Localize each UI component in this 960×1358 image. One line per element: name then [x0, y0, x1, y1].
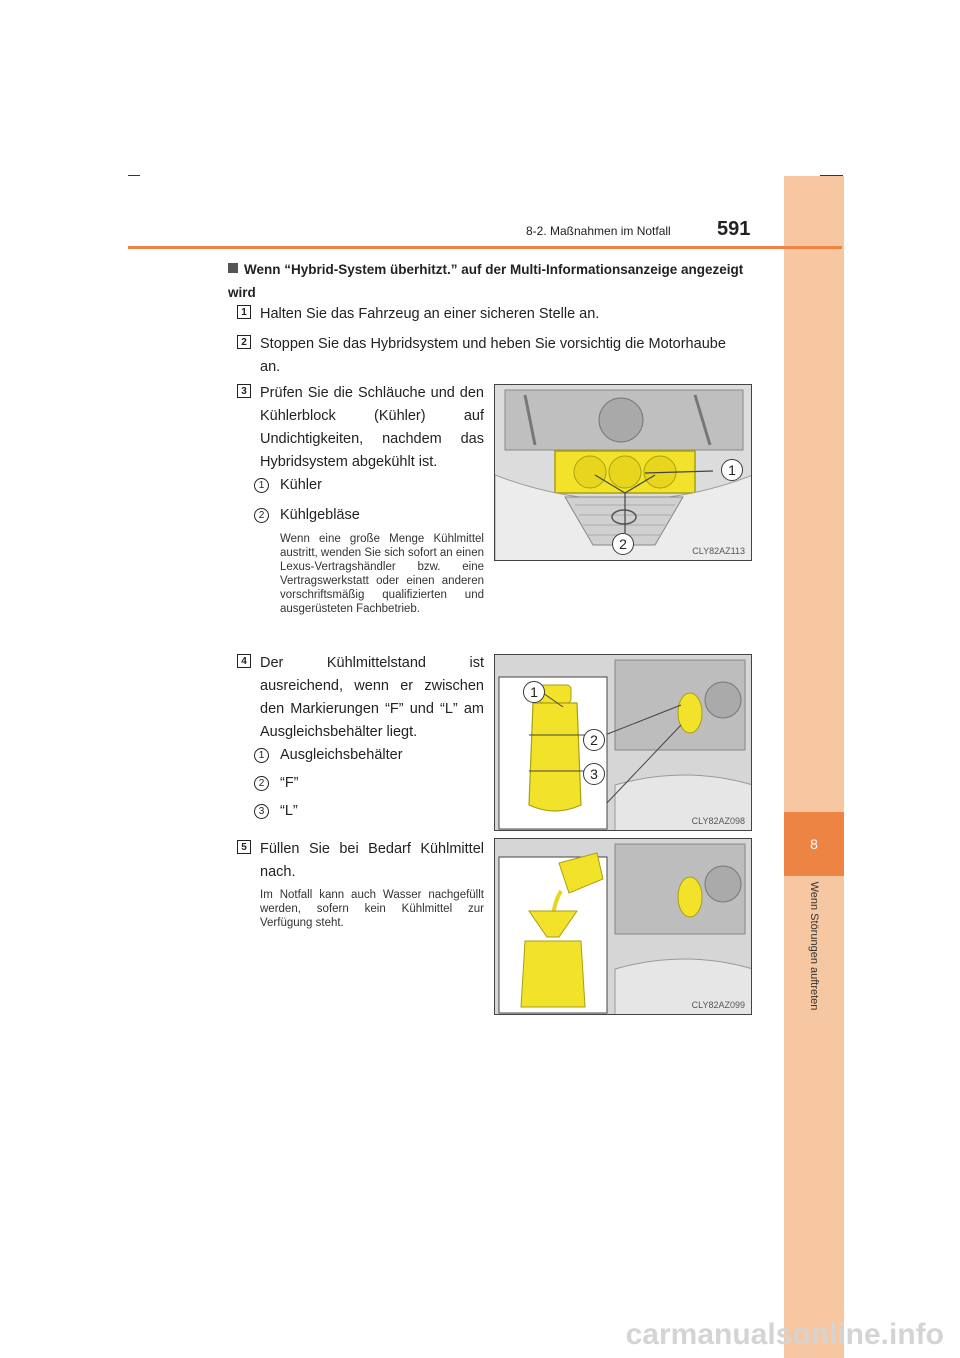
- item-number: 2: [254, 776, 269, 791]
- step-number-5: 5: [237, 840, 251, 854]
- page-number: 591: [717, 218, 751, 240]
- figure-callout: 2: [612, 533, 634, 555]
- step-5-text: Füllen Sie bei Bedarf Kühlmittel nach.: [260, 841, 484, 880]
- figure-callout: 2: [583, 729, 605, 751]
- header-rule: [128, 246, 842, 249]
- item-label: Kühlgebläse: [280, 507, 360, 523]
- step-number-1: 1: [237, 305, 251, 319]
- item-label: Kühler: [280, 477, 322, 493]
- item-number: 1: [254, 478, 269, 493]
- figure-reservoir: [494, 654, 752, 831]
- step-3-text: Prüfen Sie die Schläuche und den Kühlerblock (Kühler) auf Undichtigkeiten, nachdem das Hybridsystem abgekühlt ist.: [260, 385, 484, 470]
- heading-text: Wenn “Hybrid-System überhitzt.” auf der Multi-Informationsanzeige angezeigt wird: [228, 262, 744, 300]
- side-tab-strip: [784, 176, 844, 1358]
- figure-callout: 1: [721, 459, 743, 481]
- watermark: carmanualsonline.info: [625, 1318, 944, 1351]
- step-number-2: 2: [237, 335, 251, 349]
- step-number-3: 3: [237, 384, 251, 398]
- section-heading: [228, 258, 768, 304]
- bullet-square-icon: [228, 263, 238, 273]
- item-number: 2: [254, 508, 269, 523]
- figure-code: CLY82AZ098: [691, 816, 745, 826]
- step-3-note: Wenn eine große Menge Kühlmittel austritt, wenden Sie sich sofort an einen Lexus-Vertragshändler bzw. eine Vertragswerkstatt oder einen anderen vorschriftsmäßig qualifizierten und ausgerüsteten Fachbetrieb.: [280, 533, 484, 615]
- step-4-text: Der Kühlmittelstand ist ausreichend, wenn er zwischen den Markierungen “F” und “L” am Ausgleichsbehälter liegt.: [260, 655, 484, 740]
- crop-mark: [128, 175, 140, 176]
- step-2-text: Stoppen Sie das Hybridsystem und heben Sie vorsichtig die Motorhaube an.: [260, 336, 726, 375]
- figure-code: CLY82AZ099: [691, 1000, 745, 1010]
- step-5-note: Im Notfall kann auch Wasser nachgefüllt werden, sofern kein Kühlmittel zur Verfügung steht.: [260, 889, 484, 929]
- chapter-number-tab[interactable]: [784, 812, 844, 876]
- step-1-text: Halten Sie das Fahrzeug an einer sicheren Stelle an.: [260, 306, 600, 322]
- section-title: 8-2. Maßnahmen im Notfall: [526, 224, 671, 238]
- item-label: Ausgleichsbehälter: [280, 747, 403, 763]
- figure-callout: 3: [583, 763, 605, 785]
- item-label: “F”: [280, 775, 299, 791]
- item-number: 3: [254, 804, 269, 819]
- item-label: “L”: [280, 803, 298, 819]
- item-number: 1: [254, 748, 269, 763]
- figure-code: CLY82AZ113: [692, 546, 745, 556]
- figure-engine-bay-radiator: [494, 384, 752, 561]
- figure-refill: [494, 838, 752, 1015]
- figure-callout: 1: [523, 681, 545, 703]
- chapter-label: Wenn Störungen auftreten: [808, 881, 820, 1011]
- step-number-4: 4: [237, 654, 251, 668]
- refill-illustration: [495, 839, 752, 1015]
- chapter-number: 8: [810, 836, 818, 852]
